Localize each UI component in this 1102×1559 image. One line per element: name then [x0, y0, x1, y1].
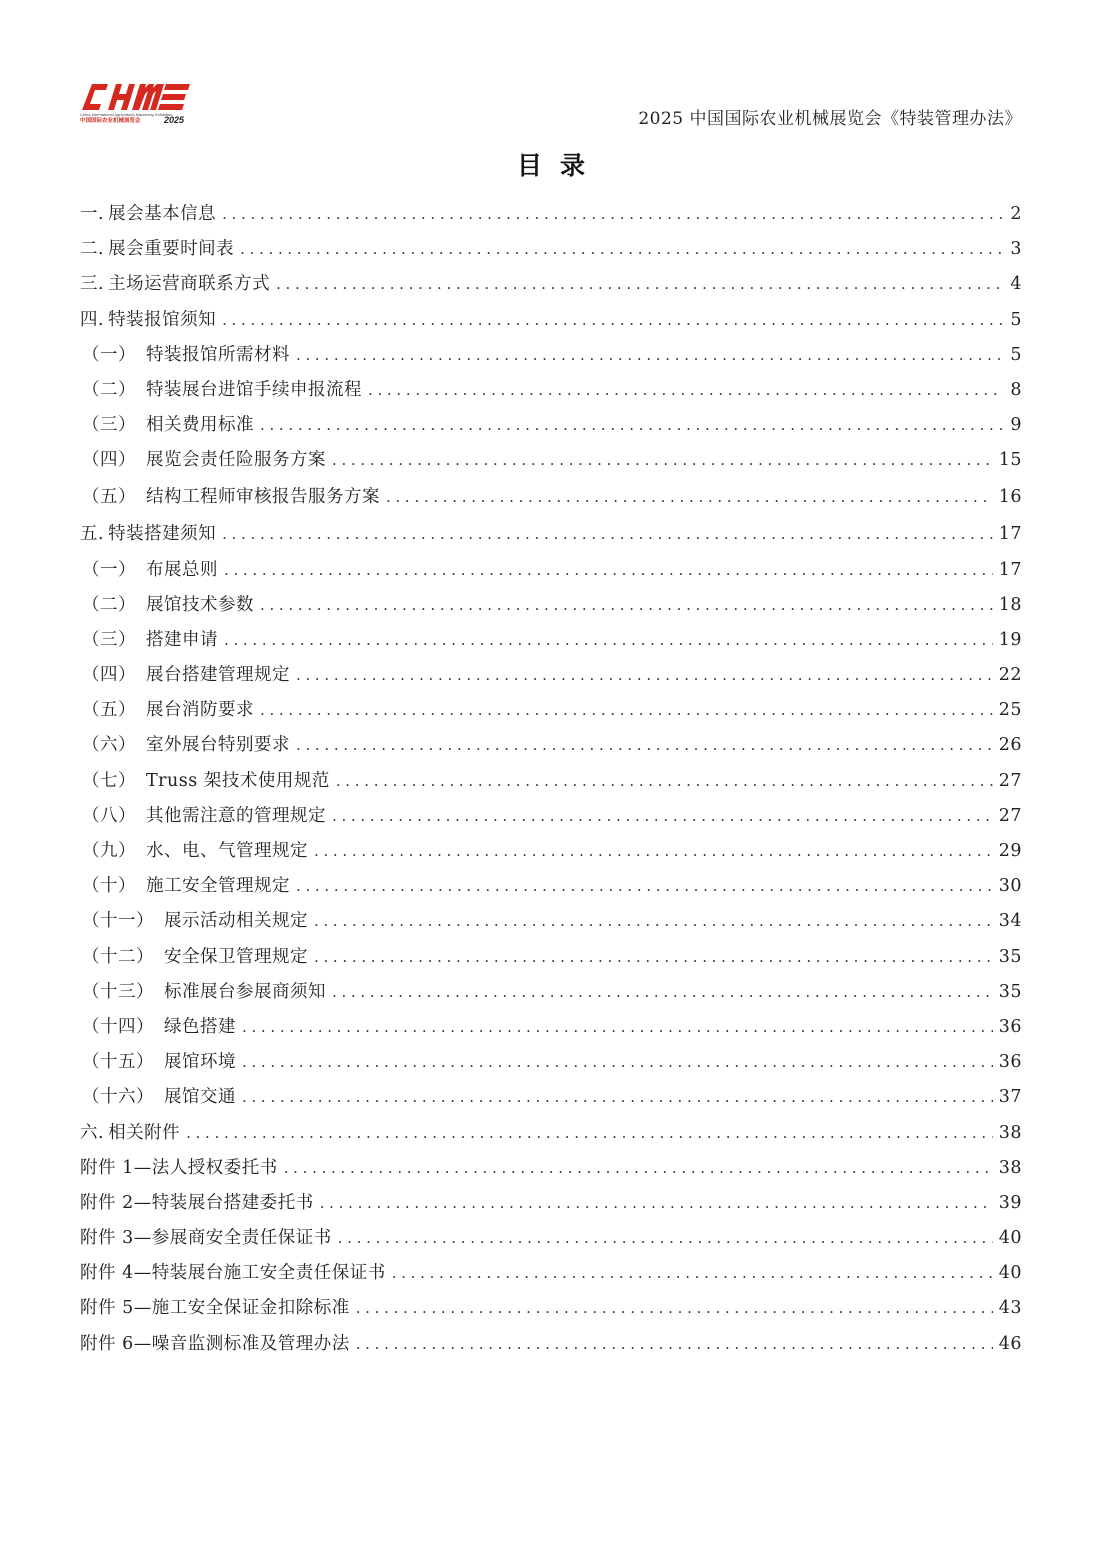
- toc-entry-page: 38: [998, 1157, 1022, 1178]
- toc-entry-number: 五.: [80, 524, 105, 545]
- toc-entry-page: 35: [998, 946, 1022, 967]
- toc-entry-number: 六.: [80, 1122, 105, 1143]
- toc-dot-leader: [356, 1327, 993, 1362]
- toc-entry[interactable]: [80, 940, 1022, 975]
- toc-entry-page: 18: [998, 594, 1022, 615]
- toc-entry[interactable]: [80, 658, 1022, 693]
- came-logo: [78, 80, 194, 124]
- toc-entry-number: 二.: [80, 239, 105, 260]
- toc-entry-number: （十二）: [82, 946, 154, 967]
- toc-entry-page: 9: [1010, 415, 1022, 436]
- toc-entry-page: 2: [1010, 204, 1022, 224]
- toc-entry-page: 36: [998, 1052, 1022, 1073]
- toc-entry-number: （十六）: [82, 1087, 154, 1108]
- toc-entry[interactable]: [80, 1327, 1022, 1362]
- toc-entry-label: 附件 5—施工安全保证金扣除标准: [80, 1298, 350, 1319]
- toc-entry-label: Truss 架技术使用规范: [146, 770, 330, 791]
- toc-entry-label: 绿色搭建: [164, 1016, 236, 1037]
- toc-entry-number: 一.: [80, 204, 105, 224]
- toc-dot-leader: [314, 940, 993, 975]
- toc-entry[interactable]: [80, 869, 1022, 904]
- toc-entry-number: （八）: [82, 805, 136, 826]
- toc-entry-number: （十三）: [82, 981, 154, 1002]
- toc-dot-leader: [222, 303, 1004, 338]
- toc-dot-leader: [296, 658, 993, 693]
- svg-text:中国国际农业机械展览会: 中国国际农业机械展览会: [80, 118, 141, 124]
- toc-dot-leader: [368, 373, 1004, 408]
- toc-dot-leader: [224, 623, 993, 658]
- toc-entry-label: 结构工程师审核报告服务方案: [146, 487, 380, 508]
- toc-entry-number: 三.: [80, 274, 105, 295]
- toc-entry[interactable]: [80, 1116, 1022, 1151]
- toc-entry-label: 搭建申请: [146, 629, 218, 650]
- toc-entry-page: 4: [1010, 274, 1022, 295]
- toc-entry-page: 35: [998, 981, 1022, 1002]
- toc-entry[interactable]: [80, 693, 1022, 728]
- toc-entry[interactable]: [80, 975, 1022, 1010]
- toc-dot-leader: [276, 267, 1004, 302]
- toc-dot-leader: [242, 1045, 993, 1080]
- toc-entry-page: 37: [998, 1087, 1022, 1108]
- toc-entry-page: 8: [1010, 379, 1022, 400]
- toc-entry-page: 26: [998, 735, 1022, 756]
- toc-entry[interactable]: [80, 303, 1022, 338]
- toc-entry[interactable]: [80, 197, 1022, 232]
- toc-entry[interactable]: [80, 1010, 1022, 1045]
- toc-entry-label: 附件 6—噪音监测标准及管理办法: [80, 1333, 350, 1354]
- toc-entry-label: 室外展台特别要求: [146, 735, 290, 756]
- toc-entry[interactable]: [80, 1291, 1022, 1326]
- toc-entry-number: （一）: [82, 344, 136, 365]
- document-header-title: 2025 中国国际农业机械展览会《特装管理办法》: [638, 109, 1022, 129]
- toc-dot-leader: [332, 799, 993, 834]
- toc-entry-number: （九）: [82, 841, 136, 861]
- toc-entry-label: 展会基本信息: [108, 204, 217, 224]
- toc-entry-page: 40: [998, 1228, 1022, 1249]
- toc-dot-leader: [296, 728, 993, 763]
- toc-entry-page: 29: [998, 841, 1022, 861]
- toc-dot-leader: [260, 693, 993, 728]
- toc-entry[interactable]: [80, 1186, 1022, 1221]
- toc-entry-page: 17: [998, 524, 1022, 545]
- toc-dot-leader: [260, 408, 1004, 443]
- toc-dot-leader: [186, 1116, 993, 1151]
- toc-entry-number: （四）: [82, 665, 136, 686]
- toc-dot-leader: [332, 975, 993, 1010]
- toc-entry-page: 39: [998, 1192, 1022, 1213]
- toc-entry-label: 水、电、气管理规定: [146, 841, 308, 861]
- toc-entry-label: 特装展台进馆手续申报流程: [146, 379, 362, 400]
- toc-entry-label: 附件 4—特装展台施工安全责任保证书: [80, 1263, 386, 1284]
- toc-entry-number: （二）: [82, 594, 136, 615]
- toc-entry-label: 附件 2—特装展台搭建委托书: [80, 1192, 314, 1213]
- toc-entry-label: 展示活动相关规定: [164, 911, 308, 932]
- toc-entry-page: 5: [1010, 344, 1022, 365]
- toc-entry-number: （六）: [82, 735, 136, 756]
- toc-entry[interactable]: [80, 1045, 1022, 1080]
- toc-entry[interactable]: [80, 553, 1022, 588]
- svg-text:2025: 2025: [164, 115, 185, 124]
- toc-dot-leader: [222, 517, 993, 552]
- toc-entry-page: 34: [998, 911, 1022, 932]
- toc-dot-leader: [356, 1291, 993, 1326]
- toc-entry[interactable]: [80, 764, 1022, 799]
- toc-dot-leader: [242, 1080, 993, 1115]
- toc-entry-label: 展馆环境: [164, 1052, 236, 1073]
- toc-entry-number: （七）: [82, 770, 136, 791]
- toc-entry-label: 安全保卫管理规定: [164, 946, 308, 967]
- table-of-contents: [80, 197, 1022, 1362]
- toc-dot-leader: [338, 1221, 993, 1256]
- toc-entry-label: 附件 1—法人授权委托书: [80, 1157, 278, 1178]
- toc-entry-number: （十一）: [82, 911, 154, 932]
- toc-entry[interactable]: [80, 1151, 1022, 1186]
- toc-entry-page: 5: [1010, 309, 1022, 330]
- svg-text:China International Agricultur: China International Agricultural Machinery Exhibition: [80, 112, 173, 117]
- toc-dot-leader: [296, 338, 1004, 373]
- toc-entry[interactable]: [80, 904, 1022, 939]
- toc-entry-number: （二）: [82, 379, 136, 400]
- toc-entry-number: （十四）: [82, 1016, 154, 1037]
- toc-entry[interactable]: [80, 728, 1022, 763]
- toc-entry-label: 特装搭建须知: [108, 524, 217, 545]
- toc-entry-page: 15: [998, 450, 1022, 471]
- toc-entry-label: 特装报馆所需材料: [146, 344, 290, 365]
- toc-entry-page: 19: [998, 629, 1022, 650]
- toc-entry-page: 38: [998, 1122, 1022, 1143]
- toc-entry-page: 27: [998, 770, 1022, 791]
- toc-entry-label: 展馆技术参数: [146, 594, 254, 615]
- toc-entry-page: 40: [998, 1263, 1022, 1284]
- toc-dot-leader: [284, 1151, 993, 1186]
- toc-dot-leader: [240, 232, 1004, 267]
- came-logo-graphic: [78, 80, 194, 124]
- toc-entry-number: （十五）: [82, 1052, 154, 1073]
- toc-entry-label: 标准展台参展商须知: [164, 981, 326, 1002]
- toc-entry-label: 布展总则: [146, 559, 218, 580]
- toc-entry-number: （三）: [82, 629, 136, 650]
- toc-entry-number: （五）: [82, 700, 136, 721]
- toc-entry[interactable]: [80, 373, 1022, 408]
- toc-entry-number: （三）: [82, 415, 136, 436]
- toc-entry-page: 22: [998, 665, 1022, 686]
- toc-dot-leader: [320, 1186, 993, 1221]
- toc-entry-page: 43: [998, 1298, 1022, 1319]
- toc-entry-label: 展台搭建管理规定: [146, 665, 290, 686]
- toc-entry[interactable]: [80, 267, 1022, 302]
- toc-entry-page: 3: [1010, 239, 1022, 260]
- toc-heading: 目录: [516, 151, 603, 180]
- toc-dot-leader: [314, 904, 993, 939]
- toc-dot-leader: [336, 764, 993, 799]
- toc-entry-page: 36: [998, 1016, 1022, 1037]
- toc-entry-page: 30: [998, 876, 1022, 897]
- toc-entry-page: 16: [998, 487, 1022, 508]
- toc-entry-number: 四.: [80, 309, 105, 330]
- toc-entry[interactable]: [80, 517, 1022, 552]
- toc-entry[interactable]: [80, 232, 1022, 267]
- toc-entry[interactable]: [80, 799, 1022, 834]
- toc-entry-label: 展馆交通: [164, 1087, 236, 1108]
- toc-entry-label: 展会重要时间表: [108, 239, 235, 260]
- toc-entry-label: 相关附件: [108, 1122, 181, 1143]
- toc-entry[interactable]: [80, 1256, 1022, 1291]
- toc-entry-page: 17: [998, 559, 1022, 580]
- toc-entry-label: 展览会责任险服务方案: [146, 450, 326, 471]
- toc-entry[interactable]: [80, 338, 1022, 373]
- toc-entry-number: （四）: [82, 450, 136, 471]
- toc-dot-leader: [332, 443, 993, 478]
- toc-entry-page: 25: [998, 700, 1022, 721]
- toc-entry[interactable]: [80, 480, 1022, 517]
- toc-entry-label: 特装报馆须知: [108, 309, 217, 330]
- toc-dot-leader: [392, 1256, 993, 1291]
- toc-entry[interactable]: [80, 623, 1022, 658]
- toc-entry[interactable]: [80, 408, 1022, 443]
- toc-dot-leader: [222, 197, 1004, 232]
- toc-dot-leader: [314, 834, 993, 869]
- toc-entry-label: 其他需注意的管理规定: [146, 805, 326, 826]
- toc-entry-page: 46: [998, 1333, 1022, 1354]
- toc-entry[interactable]: [80, 443, 1022, 480]
- toc-entry[interactable]: [80, 1221, 1022, 1256]
- toc-entry-label: 附件 3—参展商安全责任保证书: [80, 1228, 332, 1249]
- toc-entry-page: 27: [998, 805, 1022, 826]
- toc-entry-label: 展台消防要求: [146, 700, 254, 721]
- toc-entry-number: （十）: [82, 876, 136, 897]
- toc-entry[interactable]: [80, 588, 1022, 623]
- toc-dot-leader: [296, 869, 993, 904]
- toc-entry-number: （一）: [82, 559, 136, 580]
- toc-entry-label: 施工安全管理规定: [146, 876, 290, 897]
- toc-entry[interactable]: [80, 1080, 1022, 1115]
- toc-entry[interactable]: [80, 834, 1022, 869]
- toc-dot-leader: [242, 1010, 993, 1045]
- toc-dot-leader: [260, 588, 993, 623]
- toc-entry-label: 主场运营商联系方式: [108, 274, 271, 295]
- toc-dot-leader: [386, 480, 993, 515]
- toc-entry-number: （五）: [82, 487, 136, 508]
- toc-dot-leader: [224, 553, 993, 588]
- toc-entry-label: 相关费用标准: [146, 415, 254, 436]
